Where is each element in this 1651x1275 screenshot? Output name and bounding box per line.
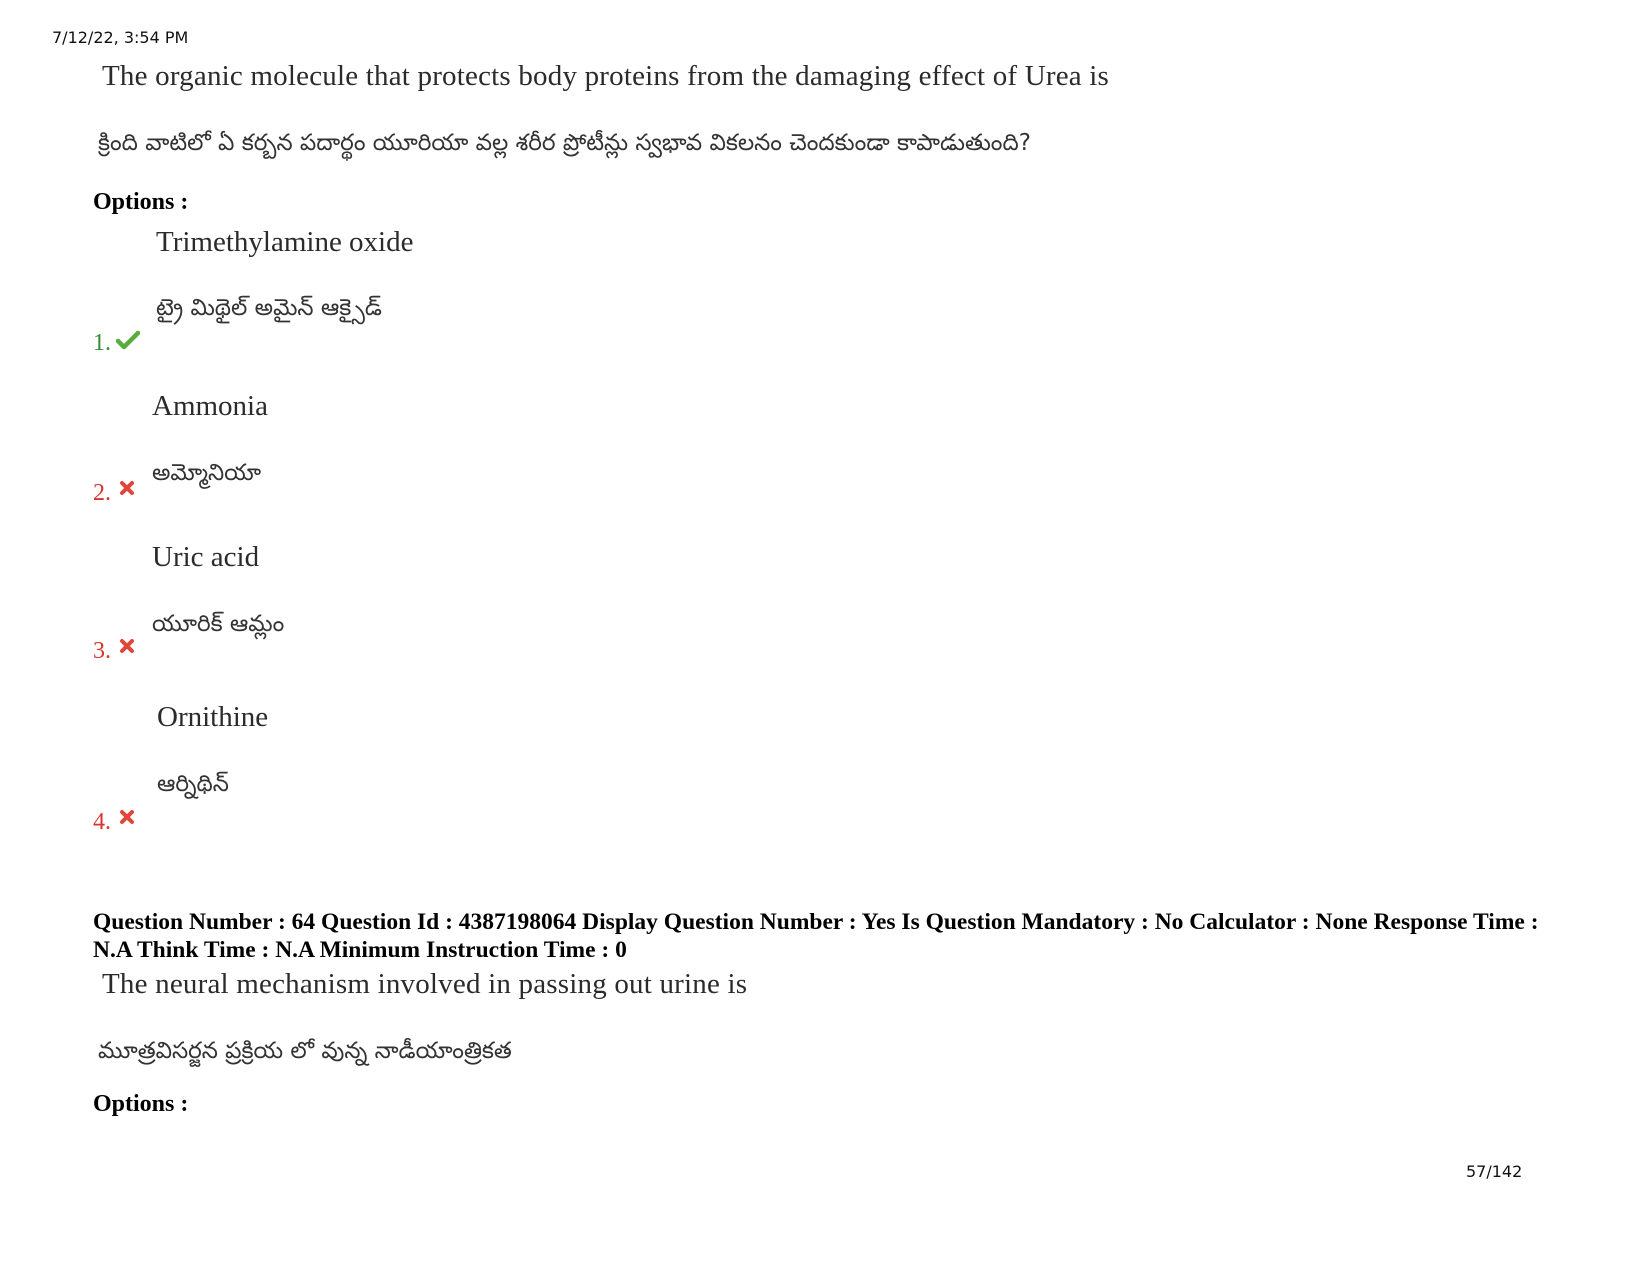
option-1-text-english: Trimethylamine oxide bbox=[156, 226, 414, 258]
cross-icon bbox=[119, 638, 135, 659]
question-text-telugu: క్రింది వాటిలో ఏ కర్బన పదార్థం యూరియా వల్ల శరీర ప్రోటీన్లు స్వభావ వికలనం చెందకుండా కాపాడుతుంది? bbox=[98, 130, 1031, 156]
cross-icon bbox=[119, 480, 135, 501]
option-3-text-telugu: యూరిక్ ఆమ్లం bbox=[152, 611, 285, 637]
option-2-text-telugu: అమ్మోనియా bbox=[152, 460, 262, 486]
check-icon bbox=[116, 330, 140, 355]
option-2-number: 2. bbox=[93, 480, 111, 506]
options-label: Options : bbox=[93, 189, 189, 215]
option-4-text-telugu: ఆర్నిథిన్ bbox=[157, 771, 229, 797]
options-label: Options : bbox=[93, 1091, 189, 1117]
option-1-number: 1. bbox=[93, 330, 111, 356]
question-text-telugu: మూత్రవిసర్జన ప్రక్రియ లో వున్న నాడీయాంత్రికత bbox=[98, 1038, 512, 1064]
question-text-english: The organic molecule that protects body proteins from the damaging effect of Urea is bbox=[102, 60, 1110, 92]
cross-icon bbox=[119, 809, 135, 830]
option-3-text-english: Uric acid bbox=[152, 541, 260, 573]
option-4-number: 4. bbox=[93, 809, 111, 835]
option-3-number: 3. bbox=[93, 638, 111, 664]
question-text-english: The neural mechanism involved in passing out urine is bbox=[102, 968, 748, 1000]
option-1-text-telugu: ట్రై మిథైల్ అమైన్ ఆక్సైడ్ bbox=[156, 295, 382, 321]
option-2-text-english: Ammonia bbox=[152, 390, 268, 422]
page-number: 57/142 bbox=[1466, 1162, 1523, 1181]
option-4-text-english: Ornithine bbox=[157, 701, 269, 733]
question-metadata: Question Number : 64 Question Id : 4387198064 Display Question Number : Yes Is Question Mandatory : No Calculator : None Response Time : N.A Think Time : N.A Minimum Instruction Time : 0 bbox=[93, 909, 1539, 963]
print-timestamp: 7/12/22, 3:54 PM bbox=[52, 28, 189, 47]
